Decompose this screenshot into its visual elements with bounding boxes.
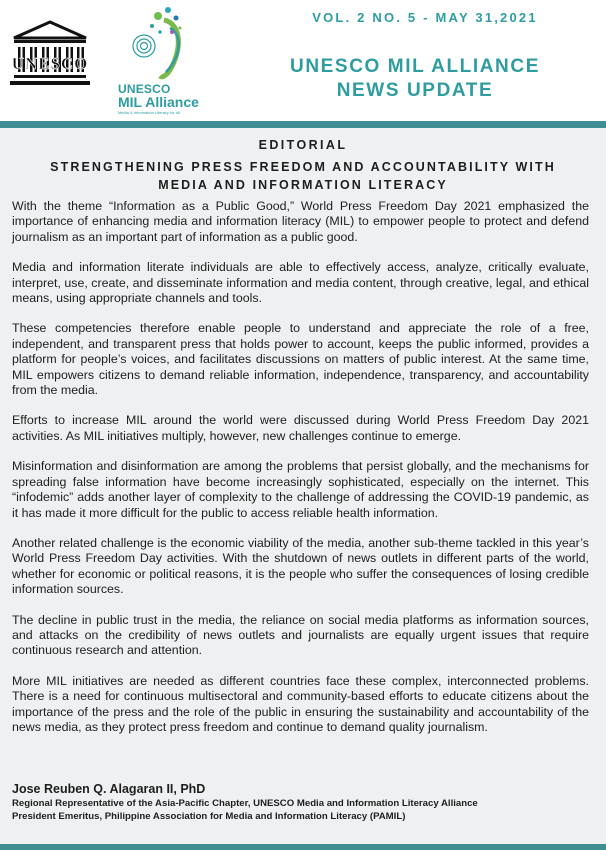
newsletter-title-line1: UNESCO MIL ALLIANCE	[290, 56, 540, 77]
mil-alliance-logo	[112, 2, 212, 114]
editorial-body	[12, 199, 589, 750]
editorial-section	[0, 128, 606, 844]
mil-logo-name-line1: UNESCO	[118, 82, 171, 96]
editorial-label: EDITORIAL	[258, 138, 348, 152]
paragraph-2: Media and information literate individuals are able to effectively access, analyze, critically evaluate, interpret, use, create, and disseminate information and media content, through creative, legal, and ethical means, using appropriate channels and tools.	[12, 260, 589, 306]
newsletter-header	[0, 0, 606, 120]
mil-logo-tagline: Media & Information Literacy for All	[118, 110, 181, 115]
paragraph-1: With the theme “Information as a Public Good,” World Press Freedom Day 2021 emphasized the importance of enhancing media and information literacy (MIL) to empower people to protect and defend journalism as an important part of information as a public good.	[12, 199, 589, 244]
mil-swirl-icon	[112, 2, 212, 82]
paragraph-3: These competencies therefore enable people to understand and appreciate the role of a free, independent, and transparent press that holds power to account, keeps the public informed, provides a platform for people’s voices, and facilitates discussions on matters of public interest. At the same time, MIL empowers citizens to demand reliable information, independence, transparency, and accountability from the media.	[12, 321, 589, 398]
paragraph-6: Another related challenge is the economic viability of the media, another sub-theme tackled in this year’s World Press Freedom Day activities. With the shutdown of news outlets in different parts of the world, whether for economic or political reasons, it is the people who suffer the consequences of losing credible information sources.	[12, 535, 589, 597]
header-divider-bar	[0, 121, 606, 128]
unesco-logo-text: UNESCO	[11, 54, 89, 73]
editorial-headline	[0, 158, 606, 194]
volume-issue-date: VOL. 2 NO. 5 - MAY 31,2021	[312, 10, 538, 25]
paragraph-8: More MIL initiatives are needed as different countries face these complex, interconnected problems. There is a need for continuous multisectoral and community-based efforts to educate citizens about the importance of the press and the role of the public in ensuring the sustainability and accountability of the news media, as they protect press freedom and continue to demand quality journalism.	[12, 673, 589, 734]
paragraph-7: The decline in public trust in the media, the reliance on social media platforms as information sources, and attacks on the credibility of news outlets and journalists are equally urgent issues that require continuous research and attention.	[12, 612, 589, 658]
author-role-line1: Regional Representative of the Asia-Pacific Chapter, UNESCO Media and Information Literacy Alliance	[12, 798, 478, 809]
editorial-headline-line2: MEDIA AND INFORMATION LITERACY	[158, 178, 448, 192]
editorial-headline-line1: STRENGTHENING PRESS FREEDOM AND ACCOUNTABILITY WITH	[50, 160, 556, 174]
author-role-line2: President Emeritus, Philippine Association for Media and Information Literacy (PAMIL)	[12, 811, 406, 822]
author-name: Jose Reuben Q. Alagaran II, PhD	[12, 782, 206, 796]
footer-divider-bar	[0, 844, 606, 850]
mil-logo-name-line2: MIL Alliance	[118, 94, 199, 110]
paragraph-5: Misinformation and disinformation are among the problems that persist globally, and the mechanisms for spreading false information have become increasingly sophisticated, especially on the internet. This “infodemic” adds another layer of complexity to the challenge of addressing the COVID-19 pandemic, as it has made it more difficult for the public to access reliable health information.	[12, 459, 589, 520]
paragraph-4: Efforts to increase MIL around the world were discussed during World Press Freedom Day 2021 activities. As MIL initiatives multiply, however, new challenges continue to emerge.	[12, 413, 589, 443]
newsletter-title-line2: NEWS UPDATE	[336, 80, 494, 101]
unesco-logo	[10, 20, 90, 90]
